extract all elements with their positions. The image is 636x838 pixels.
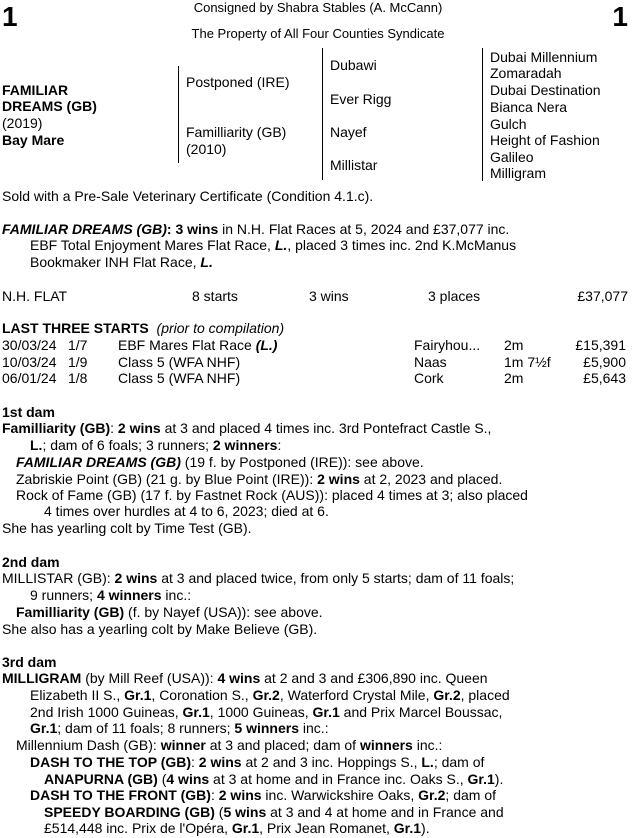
start-distance: 2m	[504, 370, 524, 386]
first-dam-foal-2: Zabriskie Point (GB) (21 g. by Blue Point (IRE)): 2 wins at 2, 2023 and placed.	[16, 471, 503, 487]
summary-text-3: , placed 3 times inc. 2nd K.McManus	[287, 237, 517, 253]
third-dam-heading: 3rd dam	[2, 654, 57, 670]
summary-text-1: in N.H. Flat Races at 5, 2024 and £37,077 inc.	[218, 221, 510, 237]
start-date: 10/03/24	[2, 354, 57, 370]
start-position: 1/9	[68, 354, 88, 370]
horse-description: Bay Mare	[2, 132, 65, 148]
start-race: EBF Mares Flat Race (L.)	[118, 337, 278, 353]
start-date: 06/01/24	[2, 370, 57, 386]
pedigree-dam: Familliarity (GB)	[186, 124, 287, 140]
start-position: 1/8	[68, 370, 88, 386]
first-dam-note: She has yearling colt by Time Test (GB).	[2, 520, 252, 536]
start-prize: £15,391	[575, 337, 626, 353]
summary-text-2: EBF Total Enjoyment Mares Flat Race,	[30, 237, 275, 253]
third-dam-name: MILLIGRAM	[2, 670, 82, 686]
third-dam-line-8: DASH TO THE FRONT (GB): 2 wins inc. Warwickshire Oaks, Gr.2; dam of	[30, 787, 497, 803]
third-dam-line-7: ANAPURNA (GB) (4 wins at 3 at home and in France inc. Oaks S., Gr.1).	[44, 771, 504, 787]
lot-number-left: 1	[2, 1, 18, 32]
third-dam-line-4: Gr.1; dam of 11 foals; 8 runners; 5 winners inc.:	[30, 720, 329, 736]
summary-wins: 3 wins	[175, 221, 219, 237]
start-race: Class 5 (WFA NHF)	[118, 370, 241, 386]
record-earnings: £37,077	[577, 288, 628, 304]
pedigree-ggs-6: Height of Fashion	[490, 132, 600, 148]
race-record	[0, 288, 636, 305]
last-three-heading	[2, 320, 284, 337]
summary-text-4: Bookmaker INH Flat Race,	[30, 254, 201, 270]
pedigree-ggs-8: Milligram	[490, 165, 546, 181]
pedigree-grandsire-3: Nayef	[330, 124, 367, 140]
start-distance: 1m 7½f	[504, 354, 551, 370]
third-dam-line-2: Elizabeth II S., Gr.1, Coronation S., Gr.2, Waterford Crystal Mile, Gr.2, placed	[30, 687, 510, 703]
first-dam-line-2: L.; dam of 6 foals; 3 runners; 2 winners:	[30, 437, 282, 453]
second-dam-line-1: MILLISTAR (GB): 2 wins at 3 and placed twice, from only 5 starts; dam of 11 foals;	[2, 570, 515, 586]
last-start-row-3	[0, 370, 636, 387]
third-dam-line-6: DASH TO THE TOP (GB): 2 wins at 2 and 3 inc. Hoppings S., L.; dam of	[30, 754, 485, 770]
pedigree-ggs-2: Zomaradah	[490, 65, 562, 81]
start-position: 1/7	[68, 337, 88, 353]
start-distance: 2m	[504, 337, 524, 353]
third-dam-line-1: MILLIGRAM (by Mill Reef (USA)): 4 wins at 2 and 3 and £306,890 inc. Queen	[2, 670, 488, 686]
second-dam-note: She also has a yearling colt by Make Believe (GB).	[2, 621, 318, 637]
record-type: N.H. FLAT	[2, 288, 68, 304]
summary-listed-1: L.	[274, 237, 288, 253]
vet-note: Sold with a Pre-Sale Veterinary Certificate (Condition 4.1.c).	[2, 188, 374, 204]
pedigree-grandsire-1: Dubawi	[330, 57, 377, 73]
third-dam-line-5: Millennium Dash (GB): winner at 3 and placed; dam of winners inc.:	[16, 737, 443, 753]
second-dam-line-2: 9 runners; 4 winners inc.:	[30, 587, 192, 603]
lot-number-right: 1	[612, 1, 628, 32]
first-dam-name: Familliarity (GB)	[2, 420, 111, 436]
summary-line-3	[30, 254, 213, 271]
third-dam-line-3: 2nd Irish 1000 Guineas, Gr.1, 1000 Guineas, Gr.1 and Prix Marcel Boussac,	[30, 704, 503, 720]
start-race: Class 5 (WFA NHF)	[118, 354, 241, 370]
last-start-row-1	[0, 337, 636, 354]
second-dam-heading: 2nd dam	[2, 554, 60, 570]
summary-listed-2: L.	[200, 254, 213, 270]
horse-name-line2: DREAMS (GB)	[2, 98, 97, 114]
start-prize: £5,900	[583, 354, 626, 370]
third-dam-line-9: SPEEDY BOARDING (GB) (5 wins at 3 and 4 at home and in France and	[44, 804, 504, 820]
record-wins: 3 wins	[309, 288, 349, 304]
horse-name-line1: FAMILIAR	[2, 82, 69, 98]
last-three-title: LAST THREE STARTS	[2, 320, 149, 336]
first-dam-foal-3: Rock of Fame (GB) (17 f. by Fastnet Rock (AUS)): placed 4 times at 3; also placed	[16, 487, 528, 503]
horse-year: (2019)	[2, 115, 43, 131]
record-starts: 8 starts	[192, 288, 238, 304]
pedigree-ggs-4: Bianca Nera	[490, 99, 568, 115]
first-dam-line-1: Familliarity (GB): 2 wins at 3 and placed 4 times inc. 3rd Pontefract Castle S.,	[2, 420, 492, 436]
first-dam-foal-1: FAMILIAR DREAMS (GB) (19 f. by Postponed (IRE)): see above.	[16, 454, 424, 470]
pedigree-ggs-7: Galileo	[490, 149, 534, 165]
last-three-subtitle: (prior to compilation)	[156, 320, 285, 336]
start-course: Cork	[414, 370, 444, 386]
consignor: Consigned by Shabra Stables (A. McCann)	[193, 0, 443, 15]
pedigree-ggs-3: Dubai Destination	[490, 82, 601, 98]
start-course: Fairyhou...	[414, 337, 481, 353]
pedigree-bracket-3	[482, 48, 483, 181]
first-dam-foal-3-cont: 4 times over hurdles at 4 to 6, 2023; died at 6.	[44, 503, 329, 519]
last-start-row-2	[0, 354, 636, 371]
pedigree-ggs-5: Gulch	[490, 116, 527, 132]
pedigree-grandsire-4: Millistar	[330, 157, 378, 173]
summary-line-2	[30, 237, 516, 254]
pedigree-grandsire-2: Ever Rigg	[330, 91, 392, 107]
pedigree-dam-year: (2010)	[186, 141, 227, 157]
pedigree-bracket-2	[322, 48, 323, 180]
summary-horse-name: FAMILIAR DREAMS (GB)	[2, 221, 167, 237]
record-places: 3 places	[428, 288, 481, 304]
third-dam-line-10: £514,448 inc. Prix de l'Opéra, Gr.1, Prix Jean Romanet, Gr.1).	[44, 820, 430, 836]
pedigree-sire: Postponed (IRE)	[186, 74, 290, 90]
pedigree-bracket-1	[178, 66, 179, 163]
summary-line-1: FAMILIAR DREAMS (GB): 3 wins in N.H. Flat Races at 5, 2024 and £37,077 inc.	[2, 221, 510, 237]
start-date: 30/03/24	[2, 337, 57, 353]
pedigree-ggs-1: Dubai Millennium	[490, 49, 598, 65]
start-course: Naas	[414, 354, 447, 370]
first-dam-heading: 1st dam	[2, 404, 55, 420]
property: The Property of All Four Counties Syndicate	[191, 26, 445, 41]
second-dam-foal-1: Familliarity (GB) (f. by Nayef (USA)): see above.	[16, 604, 323, 620]
start-prize: £5,643	[583, 370, 626, 386]
